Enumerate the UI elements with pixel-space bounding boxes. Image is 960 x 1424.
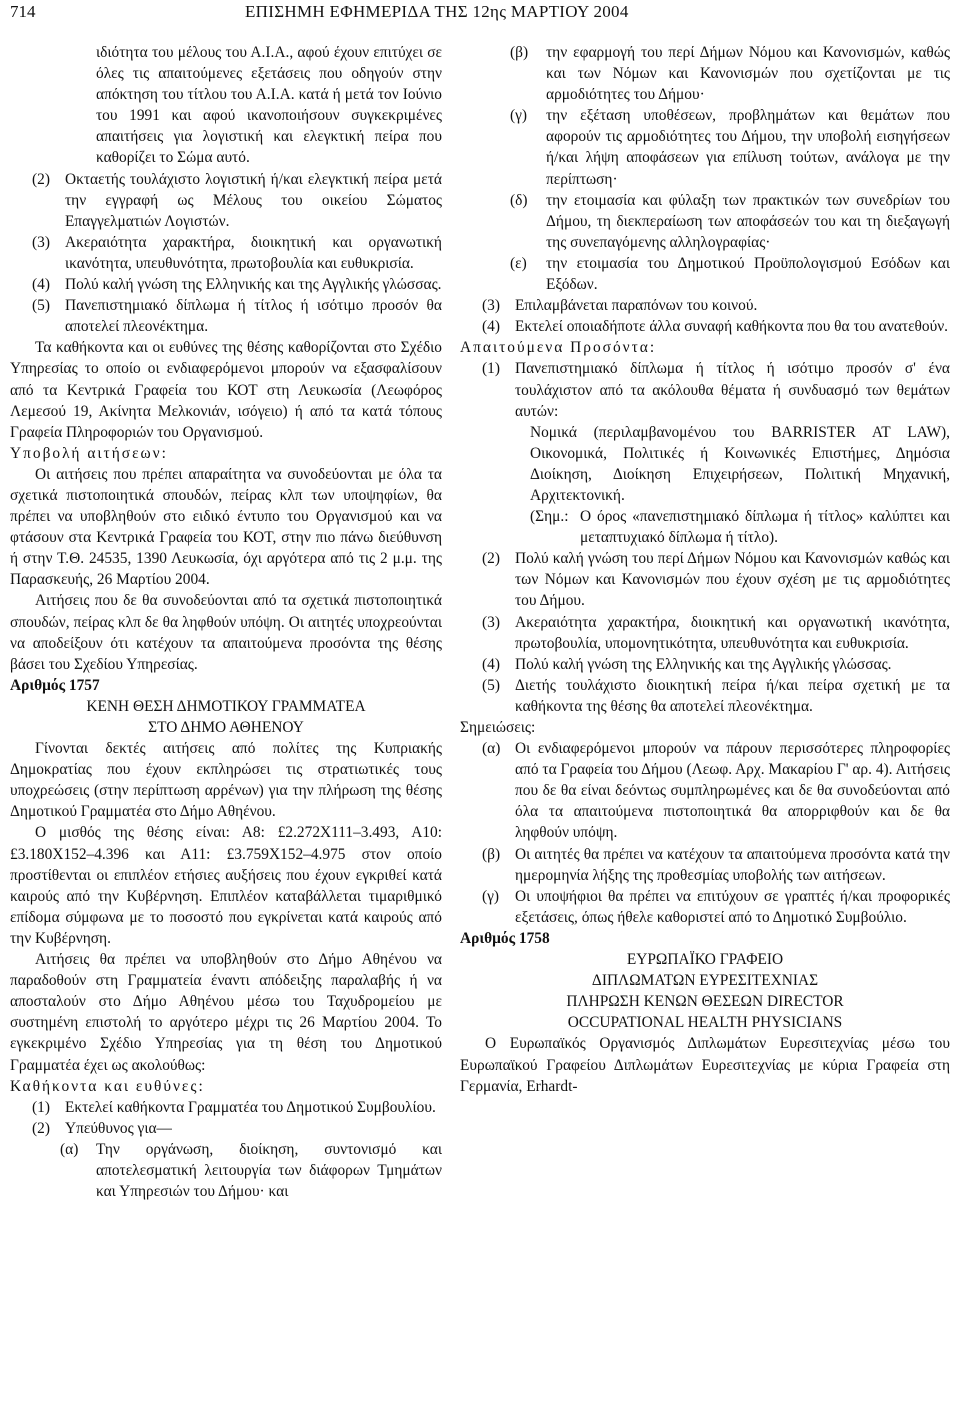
list-item: (4) Εκτελεί οποιαδήποτε άλλα συναφή καθήκοντα που θα του ανατεθούν.: [482, 318, 949, 336]
notice-title: ΔΙΠΛΩΜΑΤΩΝ ΕΥΡΕΣΙΤΕΧΝΙΑΣ: [591, 972, 819, 990]
paragraph: Οι αιτήσεις που πρέπει απαραίτητα να συνοδεύονται με όλα τα σχετικά πιστοποιητικά σπουδών, πείρας κλπ των υποψηφίων, θα πρέπει να υποβληθούν στο ειδικό έντυπο του Οργανισμού και να φτάσουν στα Κεντρικά Γραφεία του ΚΟΤ, στην πιο πάνω διεύθυνση ή στην Τ.Θ. 24535, 1390 Λευκωσία, όχι αργότερα από τις 2 μ.μ. της Παρασκευής, 26 Μαρτίου 2004.: [10, 465, 442, 589]
list-item: (4) Πολύ καλή γνώση της Ελληνικής και της Αγγλικής γλώσσας.: [482, 655, 892, 673]
list-subitem: (δ) την ετοιμασία και φύλαξη των πρακτικών των συνεδρίων του Δήμου, τη διεκπεραίωση των αποφάσεών του και τη διεξαγωγή της συνεπαγόμενης αλληλογραφίας·: [510, 191, 950, 251]
list-item: (5) Διετής τουλάχιστο διοικητική πείρα ή/και πείρα σχετική με τα καθήκοντα της θέσης θα αποτελεί πλεονέκτημα.: [482, 676, 950, 715]
notice-number: Αριθμός 1758: [460, 929, 550, 947]
paragraph: Ο Ευρωπαϊκός Οργανισμός Διπλωμάτων Ευρεσιτεχνίας μέσω του Ευρωπαϊκού Γραφείου Διπλωμάτων Ευρεσιτεχνίας με κύρια Γραφεία στη Γερμανία, Erhardt-: [460, 1035, 950, 1095]
page-number: 714: [10, 2, 36, 21]
section-heading: Απαιτούμενα Προσόντα:: [460, 339, 657, 357]
paragraph: Αιτήσεις θα πρέπει να υποβληθούν στο Δήμο Αθηένου να παραδοθούν στη Γραμματεία έναντι απόδειξης παραλαβής ή να αποσταλούν στο Δήμο Αθηένου μέσω του Ταχυδρομείου με συστημένη επιστολή το αργότερο μέχρι τις 26 Μαρτίου 2004. Το εγκεκριμένο Σχέδιο Υπηρεσίας για τη θέση του Δημοτικού Γραμματέα έχει ως ακολούθως:: [10, 951, 442, 1074]
list-item: (3) Επιλαμβάνεται παραπόνων του κοινού.: [482, 297, 758, 315]
section-heading: Υποβολή αιτήσεων:: [10, 444, 168, 462]
paragraph: Ο μισθός της θέσης είναι: Α8: £2.272Χ111–3.493, Α10: £3.180Χ152–4.396 και Α11: £3.759Χ152–4.975 στον οποίο προστίθενται οι επιπλέον ετήσιες αυξήσεις που έχουν εγκριθεί κατά καιρούς από την Κυβέρνηση. Επιπλέον καταβάλλεται τιμαριθμικό επίδομα σύμφωνα με το ποσοστό που εγκρίνεται κατά καιρούς από την Κυβέρνηση.: [10, 824, 442, 947]
right-column: [460, 42, 950, 1097]
list-subitem: (γ) την εξέταση υποθέσεων, προβλημάτων και θεμάτων που αφορούν τις αρμοδιότητες του Δήμου, την υποβολή εισηγήσεων ή/και λήψη αποφάσεων για επίλυση τούτων, ανάλογα με την περίπτωση·: [510, 107, 950, 188]
page-header: [10, 2, 950, 28]
list-item: (1) Πανεπιστημιακό δίπλωμα ή τίτλος ή ισότιμο προσόν σ' ένα τουλάχιστον από τα ακόλουθα θέματα ή συνδυασμό των θεμάτων αυτών:: [482, 360, 950, 420]
continued-text: ιδιότητα του μέλους του Α.Ι.Α., αφού έχουν επιτύχει σε όλες τις απαιτούμενες εξετάσεις που οδηγούν στην απόκτηση του τίτλου του Α.Ι.Α. κατά ή μετά τον Ιούνιο του 1991 και αφού ικανοποιήσουν συγκεκριμένες απαιτήσεις για λογιστική και ελεγκτική πείρα που καθορίζει το Σώμα αυτό.: [96, 44, 442, 167]
note: (Σημ.: Ο όρος «πανεπιστημιακό δίπλωμα ή τίτλος» καλύπτει και μεταπτυχιακό δίπλωμα ή τίτλο).: [530, 508, 950, 547]
list-subitem: (α) Την οργάνωση, διοίκηση, συντονισμό και αποτελεσματική λειτουργία των διάφορων Τμημάτων και Υπηρεσιών του Δήμου· και: [60, 1140, 442, 1201]
list-item: (3) Ακεραιότητα χαρακτήρα, διοικητική και οργανωτική ικανότητα, πρωτοβουλία, υπομονητικότητα, υπευθυνότητα και ευθυκρισία.: [482, 613, 950, 652]
notice-title: ΚΕΝΗ ΘΕΣΗ ΔΗΜΟΤΙΚΟΥ ΓΡΑΜΜΑΤΕΑ: [86, 697, 366, 715]
subject-fields: Νομικά (περιλαμβανομένου του BARRISTER AT LAW), Οικονομικά, Πολιτικές ή Κοινωνικές Επιστήμες, Δημόσια Διοίκηση, Διοίκηση Επιχειρήσεων, Πολιτική Μηχανική, Αρχιτεκτονική.: [530, 423, 950, 504]
paragraph: Αιτήσεις που δε θα συνοδεύονται από τα σχετικά πιστοποιητικά σπουδών, πείρας κλπ δε θα ληφθούν υπόψη. Οι αιτητές υποχρεούνται να αποδείξουν ότι κατέχουν τα απαιτούμενα προσόντα της θέσης βάσει του Σχεδίου Υπηρεσίας.: [10, 592, 442, 673]
left-column: [10, 42, 442, 1202]
list-item: (1) Εκτελεί καθήκοντα Γραμματέα του Δημοτικού Συμβουλίου.: [32, 1098, 436, 1116]
notice-title: ΣΤΟ ΔΗΜΟ ΑΘΗΕΝΟΥ: [148, 719, 304, 736]
note-item: (γ) Οι υποψήφιοι θα πρέπει να επιτύχουν σε γραπτές ή/και προφορικές εξετάσεις, όπως ήθελε καθοριστεί από το Δημοτικό Συμβούλιο.: [482, 887, 950, 926]
list-item: (5) Πανεπιστημιακό δίπλωμα ή τίτλος ή ισότιμο προσόν θα αποτελεί πλεονέκτημα.: [32, 297, 442, 336]
list-subitem: (β) την εφαρμογή του περί Δήμων Νόμου και Κανονισμών, καθώς και των Νόμων και Κανονισμών που σχετίζονται με τις αρμοδιότητες του Δήμου·: [510, 44, 950, 104]
list-subitem: (ε) την ετοιμασία του Δημοτικού Προϋπολογισμού Εσόδων και Εξόδων.: [510, 254, 950, 294]
note-item: (β) Οι αιτητές θα πρέπει να κατέχουν τα απαιτούμενα προσόντα κατά την ημερομηνία λήξης της προθεσμίας υποβολής των αιτήσεων.: [482, 845, 950, 884]
notice-number: Αριθμός 1757: [10, 676, 100, 694]
gazette-title: ΕΠΙΣΗΜΗ ΕΦΗΜΕΡΙΔΑ ΤΗΣ 12ης ΜΑΡΤΙΟΥ 2004: [245, 2, 629, 21]
paragraph: Γίνονται δεκτές αιτήσεις από πολίτες της Κυπριακής Δημοκρατίας που έχουν εκπληρώσει τις στρατιωτικές τους υποχρεώσεις (στην περίπτωση αρρένων) για την πλήρωση της θέσης Δημοτικού Γραμματέα στο Δήμο Αθηένου.: [10, 740, 442, 821]
list-item: (2) Οκταετής τουλάχιστο λογιστική ή/και ελεγκτική πείρα μετά την εγγραφή ως Μέλους του οικείου Σώματος Επαγγελματιών Λογιστών.: [32, 170, 442, 230]
list-item: (4) Πολύ καλή γνώση της Ελληνικής και της Αγγλικής γλώσσας.: [32, 276, 442, 294]
notice-title: ΕΥΡΩΠΑΪΚΟ ΓΡΑΦΕΙΟ: [626, 951, 784, 969]
note-item: (α) Οι ενδιαφερόμενοι μπορούν να πάρουν περισσότερες πληροφορίες από τα Γραφεία του Δήμου (Λεωφ. Αρχ. Μακαρίου Γ' αρ. 4). Αιτήσεις που δε θα είναι δεόντως συμπληρωμένες και δε θα συνοδεύονται από όλα τα απαιτούμενα πιστοποιητικά θα απορριφθούν και δε θα ληφθούν υπόψη.: [482, 740, 950, 842]
paragraph: Τα καθήκοντα και οι ευθύνες της θέσης καθορίζονται στο Σχέδιο Υπηρεσίας το οποίο οι ενδιαφερόμενοι μπορούν να εξασφαλίσουν από τα Κεντρικά Γραφεία του ΚΟΤ στη Λευκωσία (Λεωφόρος Λεμεσού 19, Ακίνητα Μελκονιάν, ισόγειο) ή από τα κατά τόπους Γραφεία Πληροφοριών του Οργανισμού.: [10, 339, 442, 441]
list-item: (2) Υπεύθυνος για—: [32, 1119, 172, 1137]
section-heading: Καθήκοντα και ευθύνες:: [10, 1077, 205, 1095]
notice-title: OCCUPATIONAL HEALTH PHYSICIANS: [567, 1014, 843, 1032]
list-item: (3) Ακεραιότητα χαρακτήρα, διοικητική και οργανωτική ικανότητα, υπευθυνότητα, πρωτοβουλία και ευθυκρισία.: [32, 233, 442, 272]
notice-title: ΠΛΗΡΩΣΗ ΚΕΝΩΝ ΘΕΣΕΩΝ DIRECTOR: [566, 993, 844, 1011]
list-item: (2) Πολύ καλή γνώση του περί Δήμων Νόμου και Κανονισμών καθώς και των Νόμων και Κανονισμών που έχουν σχέση με τις αρμοδιότητες του Δήμου.: [482, 550, 950, 610]
section-heading: Σημειώσεις:: [460, 719, 536, 736]
